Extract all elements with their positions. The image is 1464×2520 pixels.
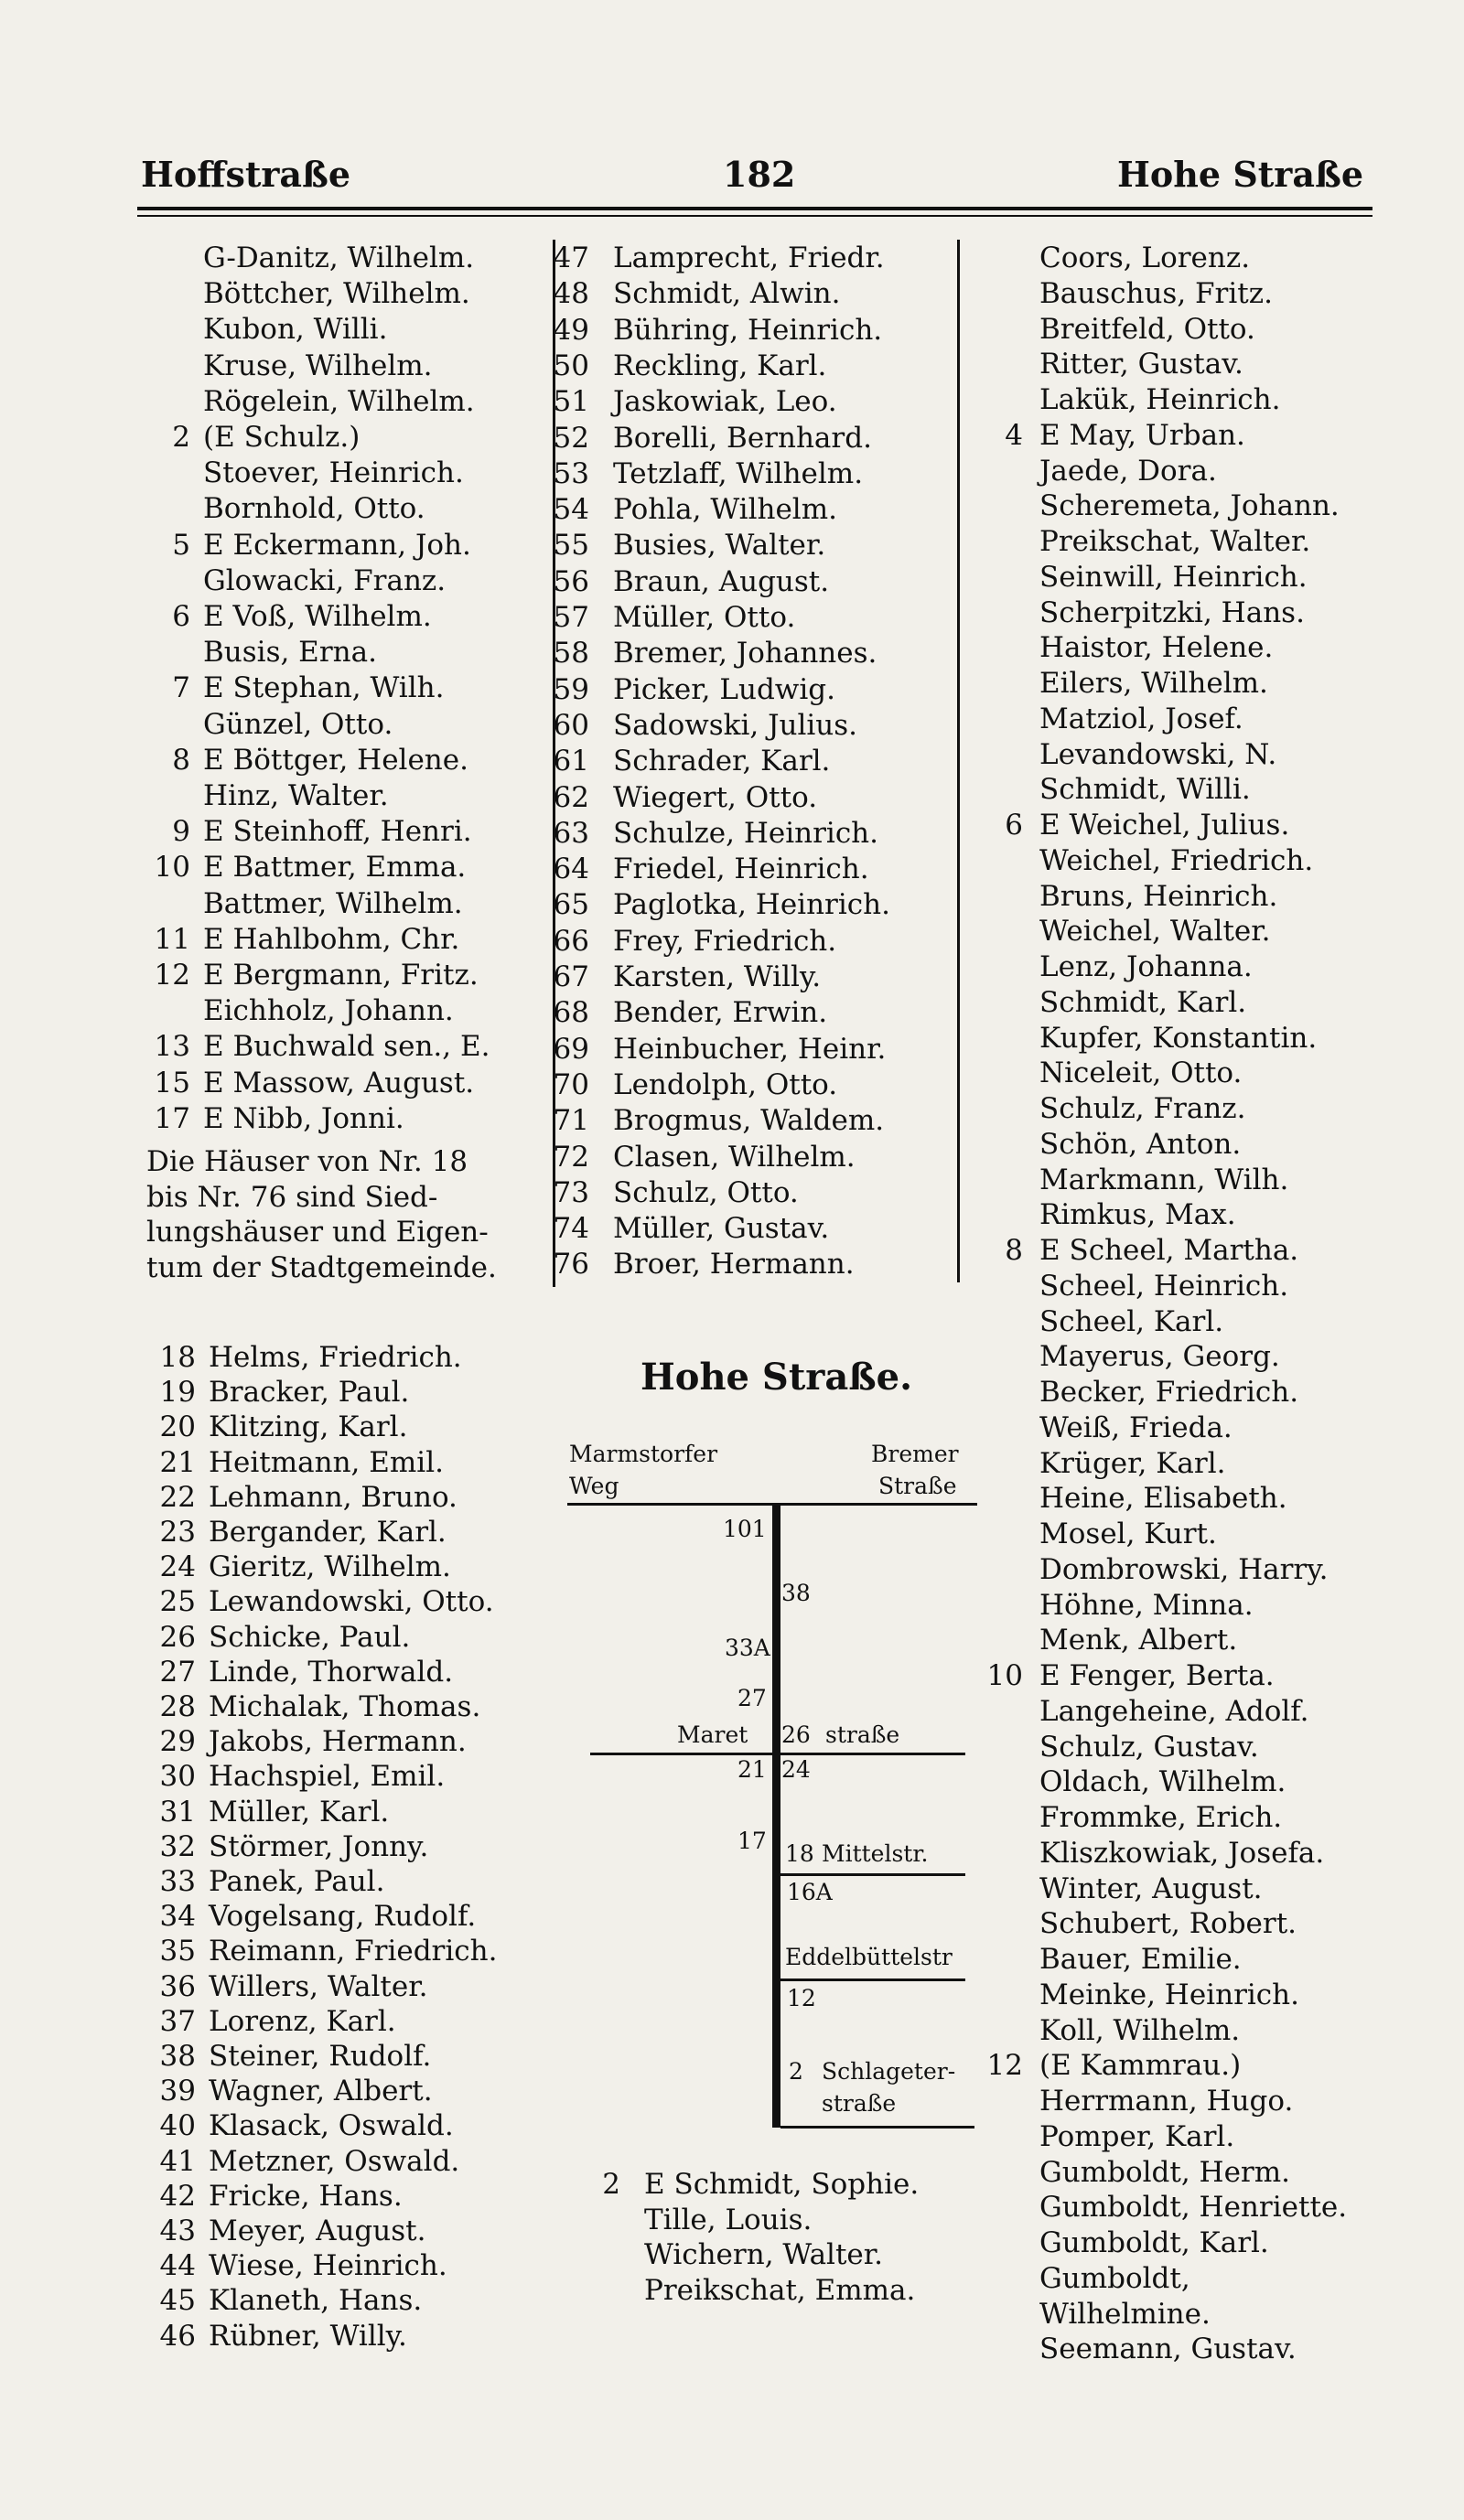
resident-name: Bergander, Karl. xyxy=(209,1516,447,1549)
diagram-n24: 24 xyxy=(781,1756,811,1783)
resident-name: Willers, Walter. xyxy=(209,1969,428,2003)
resident-name: Winter, August. xyxy=(1039,1871,1263,1905)
resident-name: Mayerus, Georg. xyxy=(1039,1340,1280,1374)
resident-name: E Massow, August. xyxy=(203,1066,475,1099)
house-number: 39 xyxy=(159,2075,196,2108)
note-line: bis Nr. 76 sind Sied- xyxy=(146,1180,438,1214)
house-number: 33 xyxy=(159,1865,196,1898)
resident-name: E Böttger, Helene. xyxy=(203,743,468,777)
diagram-n16a: 16A xyxy=(787,1879,833,1905)
resident-name: Helms, Friedrich. xyxy=(209,1341,462,1374)
resident-name: Schubert, Robert. xyxy=(1039,1907,1297,1941)
diagram-eddelbuettelstr-road xyxy=(780,1978,965,1981)
resident-name: Bauschus, Fritz. xyxy=(1039,276,1273,310)
house-number: 60 xyxy=(553,708,589,742)
resident-name: Klitzing, Karl. xyxy=(209,1410,408,1444)
house-number: 68 xyxy=(553,996,589,1030)
resident-name: Schön, Anton. xyxy=(1039,1127,1242,1161)
resident-name: Glowacki, Franz. xyxy=(203,563,447,597)
resident-name: Preikschat, Walter. xyxy=(1039,525,1311,558)
house-number: 56 xyxy=(553,564,589,598)
resident-name: Schmidt, Willi. xyxy=(1039,773,1251,807)
resident-name: E Nibb, Jonni. xyxy=(203,1101,404,1135)
resident-name: Becker, Friedrich. xyxy=(1039,1376,1299,1409)
house-number: 27 xyxy=(159,1655,196,1689)
resident-name: Eilers, Wilhelm. xyxy=(1039,667,1268,700)
resident-name: Kliszkowiak, Josefa. xyxy=(1039,1836,1325,1870)
diagram-label-marmstorfer: Marmstorfer xyxy=(569,1441,718,1467)
house-number: 30 xyxy=(159,1760,196,1794)
diagram-main-street xyxy=(772,1506,780,2128)
house-number: 46 xyxy=(159,2319,196,2353)
resident-name: Wiegert, Otto. xyxy=(613,780,818,814)
resident-name: Rimkus, Max. xyxy=(1039,1198,1236,1232)
resident-name: E Bergmann, Fritz. xyxy=(203,959,479,992)
house-number: 55 xyxy=(553,529,589,563)
resident-name: Haistor, Helene. xyxy=(1039,631,1274,665)
resident-name: Schulz, Gustav. xyxy=(1039,1730,1259,1764)
resident-name: Klasack, Oswald. xyxy=(209,2109,454,2143)
diagram-schlageter-1: Schlageter- xyxy=(822,2058,956,2085)
resident-name: E Weichel, Julius. xyxy=(1039,809,1290,842)
resident-name: Schulz, Otto. xyxy=(613,1175,799,1209)
resident-name: Reimann, Friedrich. xyxy=(209,1935,498,1968)
resident-name: Wiese, Heinrich. xyxy=(209,2249,447,2283)
house-number: 35 xyxy=(159,1935,196,1968)
resident-name: Gieritz, Wilhelm. xyxy=(209,1550,451,1584)
resident-name: Meyer, August. xyxy=(209,2214,426,2247)
resident-name: Schmidt, Alwin. xyxy=(613,277,841,311)
resident-name: Ritter, Gustav. xyxy=(1039,348,1243,381)
resident-name: G-Danitz, Wilhelm. xyxy=(203,241,475,274)
resident-name: Broer, Hermann. xyxy=(613,1248,855,1281)
resident-name: E Steinhoff, Henri. xyxy=(203,815,472,849)
house-number: 31 xyxy=(159,1795,196,1828)
house-number: 22 xyxy=(159,1480,196,1514)
resident-name: Niceleit, Otto. xyxy=(1039,1056,1243,1090)
column-divider-2 xyxy=(957,240,960,1282)
resident-name: Frey, Friedrich. xyxy=(613,924,837,958)
resident-name: Kruse, Wilhelm. xyxy=(203,349,433,382)
house-number: 40 xyxy=(159,2109,196,2143)
house-number: 67 xyxy=(553,960,589,993)
house-number: 76 xyxy=(553,1248,589,1281)
diagram-strasse: straße xyxy=(825,1721,900,1748)
resident-name: Wichern, Walter. xyxy=(644,2238,884,2271)
diagram-n26: 26 xyxy=(781,1721,811,1748)
house-number: 17 xyxy=(154,1101,190,1135)
resident-name: Schulze, Heinrich. xyxy=(613,816,879,850)
diagram-n38: 38 xyxy=(781,1580,811,1606)
house-number: 6 xyxy=(172,600,190,633)
resident-name: Weiß, Frieda. xyxy=(1039,1410,1233,1444)
house-number: 19 xyxy=(159,1376,196,1410)
house-number: 54 xyxy=(553,493,589,527)
resident-name: Oldach, Wilhelm. xyxy=(1039,1765,1286,1799)
resident-name: Jaskowiak, Leo. xyxy=(613,385,837,419)
house-number: 50 xyxy=(553,349,589,382)
resident-name: Steiner, Rudolf. xyxy=(209,2040,432,2073)
resident-name: E Buchwald sen., E. xyxy=(203,1030,490,1064)
resident-name: Klaneth, Hans. xyxy=(209,2284,423,2318)
house-number: 48 xyxy=(553,277,589,311)
resident-name: Levandowski, N. xyxy=(1039,737,1277,771)
diagram-label-strasse: Straße xyxy=(878,1473,957,1499)
resident-name: E May, Urban. xyxy=(1039,418,1245,452)
header-left-street: Hoffstraße xyxy=(141,154,351,195)
diagram-n33a: 33A xyxy=(725,1635,770,1661)
resident-name: (E Kammrau.) xyxy=(1039,2049,1242,2083)
resident-name: Bühring, Heinrich. xyxy=(613,313,883,347)
house-number: 66 xyxy=(553,924,589,958)
resident-name: Lehmann, Bruno. xyxy=(209,1480,458,1514)
resident-name: Lakük, Heinrich. xyxy=(1039,383,1281,416)
page-number: 182 xyxy=(723,154,796,195)
house-number: 41 xyxy=(159,2144,196,2178)
resident-name: Schicke, Paul. xyxy=(209,1620,411,1654)
resident-name: Lamprecht, Friedr. xyxy=(613,241,885,274)
resident-name: Eichholz, Johann. xyxy=(203,994,454,1028)
resident-name: Gumboldt, Karl. xyxy=(1039,2226,1269,2259)
house-number: 37 xyxy=(159,2004,196,2038)
resident-name: Lenz, Johanna. xyxy=(1039,950,1253,983)
diagram-maret: Maret xyxy=(677,1721,748,1748)
resident-name: E Eckermann, Joh. xyxy=(203,528,471,562)
resident-name: Krüger, Karl. xyxy=(1039,1446,1226,1480)
resident-name: E Stephan, Wilh. xyxy=(203,671,445,705)
house-number: 62 xyxy=(553,780,589,814)
resident-name: Panek, Paul. xyxy=(209,1865,385,1898)
house-number: 65 xyxy=(553,888,589,922)
house-number: 24 xyxy=(159,1550,196,1584)
resident-name: Schmidt, Karl. xyxy=(1039,985,1247,1019)
house-number: 45 xyxy=(159,2284,196,2318)
house-number: 51 xyxy=(553,385,589,419)
house-number: 29 xyxy=(159,1725,196,1759)
house-number: 64 xyxy=(553,853,589,886)
resident-name: Lorenz, Karl. xyxy=(209,2004,396,2038)
resident-name: Dombrowski, Harry. xyxy=(1039,1552,1329,1586)
resident-name: Hachspiel, Emil. xyxy=(209,1760,446,1794)
resident-name: Stoever, Heinrich. xyxy=(203,456,464,490)
resident-name: Gumboldt, Henriette. xyxy=(1039,2191,1348,2225)
house-number: 11 xyxy=(154,922,190,956)
resident-name: Reckling, Karl. xyxy=(613,349,827,382)
resident-name: Müller, Otto. xyxy=(613,601,796,634)
house-number: 5 xyxy=(172,528,190,562)
resident-name: Jaede, Dora. xyxy=(1039,454,1217,488)
resident-name: Heinbucher, Heinr. xyxy=(613,1032,887,1066)
resident-name: Wagner, Albert. xyxy=(209,2075,433,2108)
house-number: 2 xyxy=(172,421,190,454)
house-number: 36 xyxy=(159,1969,196,2003)
house-number: 63 xyxy=(553,816,589,850)
resident-name: Scheremeta, Johann. xyxy=(1039,489,1340,523)
resident-name: Böttcher, Wilhelm. xyxy=(203,277,470,311)
resident-name: Hinz, Walter. xyxy=(203,779,389,812)
house-number: 20 xyxy=(159,1410,196,1444)
resident-name: Paglotka, Heinrich. xyxy=(613,888,890,922)
house-number: 9 xyxy=(172,815,190,849)
resident-name: Heine, Elisabeth. xyxy=(1039,1482,1287,1516)
resident-name: Schulz, Franz. xyxy=(1039,1092,1246,1125)
house-number: 42 xyxy=(159,2179,196,2213)
resident-name: Preikschat, Emma. xyxy=(644,2273,916,2307)
house-number: 6 xyxy=(1005,809,1023,842)
resident-name: Müller, Karl. xyxy=(209,1795,390,1828)
resident-name: Battmer, Wilhelm. xyxy=(203,886,463,920)
house-number: 44 xyxy=(159,2249,196,2283)
resident-name: Kubon, Willi. xyxy=(203,313,388,347)
resident-name: Jakobs, Hermann. xyxy=(209,1725,467,1759)
resident-name: Vogelsang, Rudolf. xyxy=(209,1900,477,1934)
diagram-maretstrasse-road xyxy=(590,1753,965,1755)
resident-name: Störmer, Jonny. xyxy=(209,1829,429,1863)
diagram-schlageterstrasse-road xyxy=(780,2126,974,2129)
resident-name: Lewandowski, Otto. xyxy=(209,1585,494,1619)
resident-name: Tille, Louis. xyxy=(644,2203,813,2236)
house-number: 10 xyxy=(154,851,190,885)
resident-name: Pohla, Wilhelm. xyxy=(613,493,837,527)
resident-name: Schrader, Karl. xyxy=(613,745,831,778)
resident-name: Bauer, Emilie. xyxy=(1039,1943,1242,1976)
diagram-n21: 21 xyxy=(737,1756,767,1783)
diagram-label-bremer: Bremer xyxy=(871,1441,959,1467)
resident-name: Mosel, Kurt. xyxy=(1039,1517,1217,1550)
resident-name: Braun, August. xyxy=(613,564,830,598)
house-number: 21 xyxy=(159,1445,196,1479)
resident-name: Bender, Erwin. xyxy=(613,996,828,1030)
house-number: 52 xyxy=(553,421,589,455)
resident-name: Rögelein, Wilhelm. xyxy=(203,384,475,418)
house-number: 43 xyxy=(159,2214,196,2247)
resident-name: Matziol, Josef. xyxy=(1039,702,1243,735)
house-number: 69 xyxy=(553,1032,589,1066)
note-line: Die Häuser von Nr. 18 xyxy=(146,1145,468,1178)
note-line: tum der Stadtgemeinde. xyxy=(146,1250,497,1284)
diagram-eddelbuettelstr: Eddelbüttelstr xyxy=(785,1944,953,1970)
diagram-schlageter-2: straße xyxy=(822,2090,897,2117)
resident-name: Rübner, Willy. xyxy=(209,2319,407,2353)
resident-name: Weichel, Walter. xyxy=(1039,915,1271,949)
house-number: 72 xyxy=(553,1140,589,1174)
resident-name: Brogmus, Waldem. xyxy=(613,1104,885,1138)
house-number: 8 xyxy=(172,743,190,777)
house-number: 10 xyxy=(986,1659,1023,1692)
resident-name: E Scheel, Martha. xyxy=(1039,1234,1299,1267)
resident-name: Frommke, Erich. xyxy=(1039,1801,1283,1834)
house-number: 70 xyxy=(553,1067,589,1101)
resident-name: Bremer, Johannes. xyxy=(613,637,877,670)
house-number: 4 xyxy=(1005,418,1023,452)
resident-name: E Fenger, Berta. xyxy=(1039,1659,1275,1692)
page-header xyxy=(137,154,1372,201)
resident-name: Coors, Lorenz. xyxy=(1039,241,1251,274)
house-number: 59 xyxy=(553,672,589,706)
resident-name: E Battmer, Emma. xyxy=(203,851,467,885)
house-number: 26 xyxy=(159,1620,196,1654)
house-number: 23 xyxy=(159,1516,196,1549)
house-number: 47 xyxy=(553,241,589,274)
house-number: 53 xyxy=(553,456,589,490)
resident-name: Langeheine, Adolf. xyxy=(1039,1694,1309,1728)
resident-name: Lendolph, Otto. xyxy=(613,1067,838,1101)
resident-name: Sadowski, Julius. xyxy=(613,708,858,742)
resident-name: Günzel, Otto. xyxy=(203,707,393,741)
resident-name: E Schmidt, Sophie. xyxy=(644,2168,920,2201)
resident-name: Wilhelmine. xyxy=(1039,2297,1211,2331)
house-number: 25 xyxy=(159,1585,196,1619)
header-rule-thick xyxy=(137,207,1372,210)
house-number: 7 xyxy=(172,671,190,705)
diagram-n17: 17 xyxy=(737,1828,767,1854)
diagram-n101: 101 xyxy=(723,1516,767,1542)
resident-name: Meinke, Heinrich. xyxy=(1039,1978,1299,2011)
house-number: 18 xyxy=(159,1341,196,1374)
note-line: lungshäuser und Eigen- xyxy=(146,1216,489,1249)
diagram-n2: 2 xyxy=(789,2058,803,2085)
header-right-street: Hohe Straße xyxy=(1117,154,1363,195)
diagram-n27: 27 xyxy=(737,1685,767,1711)
diagram-mittelstr-road xyxy=(780,1873,965,1876)
house-number: 61 xyxy=(553,745,589,778)
resident-name: Weichel, Friedrich. xyxy=(1039,843,1314,877)
diagram-n18: 18 xyxy=(785,1840,814,1867)
resident-name: Pomper, Karl. xyxy=(1039,2119,1235,2153)
resident-name: Borelli, Bernhard. xyxy=(613,421,872,455)
resident-name: Picker, Ludwig. xyxy=(613,672,835,706)
house-number: 28 xyxy=(159,1690,196,1723)
resident-name: Karsten, Willy. xyxy=(613,960,822,993)
house-number: 12 xyxy=(986,2049,1023,2083)
house-number: 32 xyxy=(159,1829,196,1863)
resident-name: Scherpitzki, Hans. xyxy=(1039,595,1305,629)
resident-name: Müller, Gustav. xyxy=(613,1212,830,1246)
resident-name: Gumboldt, Herm. xyxy=(1039,2155,1291,2189)
resident-name: Markmann, Wilh. xyxy=(1039,1163,1289,1196)
header-rule-thin xyxy=(137,215,1372,217)
resident-name: Michalak, Thomas. xyxy=(209,1690,481,1723)
resident-name: Breitfeld, Otto. xyxy=(1039,312,1255,346)
house-number: 58 xyxy=(553,637,589,670)
resident-name: Fricke, Hans. xyxy=(209,2179,403,2213)
house-number: 15 xyxy=(154,1066,190,1099)
resident-name: E Voß, Wilhelm. xyxy=(203,600,432,633)
resident-name: Busies, Walter. xyxy=(613,529,826,563)
diagram-mittelstr: Mittelstr. xyxy=(822,1840,929,1867)
resident-name: Seinwill, Heinrich. xyxy=(1039,560,1308,594)
resident-name: Scheel, Heinrich. xyxy=(1039,1269,1289,1303)
house-number: 38 xyxy=(159,2040,196,2073)
resident-name: Gumboldt, xyxy=(1039,2261,1190,2295)
resident-name: Koll, Wilhelm. xyxy=(1039,2013,1241,2047)
resident-name: Höhne, Minna. xyxy=(1039,1588,1254,1622)
house-number: 74 xyxy=(553,1212,589,1246)
house-number: 13 xyxy=(154,1030,190,1064)
house-number: 2 xyxy=(602,2168,620,2201)
diagram-label-weg: Weg xyxy=(569,1473,619,1499)
section-title: Hohe Straße. xyxy=(640,1356,913,1399)
house-number: 57 xyxy=(553,601,589,634)
resident-name: Bracker, Paul. xyxy=(209,1376,410,1410)
diagram-n12: 12 xyxy=(787,1985,816,2011)
house-number: 71 xyxy=(553,1104,589,1138)
resident-name: Heitmann, Emil. xyxy=(209,1445,444,1479)
house-number: 49 xyxy=(553,313,589,347)
resident-name: Bornhold, Otto. xyxy=(203,492,425,526)
resident-name: Bruns, Heinrich. xyxy=(1039,879,1278,913)
resident-name: Metzner, Oswald. xyxy=(209,2144,460,2178)
resident-name: Linde, Thorwald. xyxy=(209,1655,454,1689)
house-number: 73 xyxy=(553,1175,589,1209)
resident-name: Tetzlaff, Wilhelm. xyxy=(613,456,864,490)
resident-name: Friedel, Heinrich. xyxy=(613,853,869,886)
resident-name: Kupfer, Konstantin. xyxy=(1039,1021,1318,1055)
resident-name: Seemann, Gustav. xyxy=(1039,2332,1297,2366)
house-number: 34 xyxy=(159,1900,196,1934)
resident-name: Clasen, Wilhelm. xyxy=(613,1140,856,1174)
resident-name: Scheel, Karl. xyxy=(1039,1304,1224,1338)
resident-name: (E Schulz.) xyxy=(203,421,361,454)
resident-name: Herrmann, Hugo. xyxy=(1039,2085,1294,2118)
house-number: 8 xyxy=(1005,1234,1023,1267)
resident-name: E Hahlbohm, Chr. xyxy=(203,922,460,956)
resident-name: Menk, Albert. xyxy=(1039,1624,1238,1657)
resident-name: Busis, Erna. xyxy=(203,636,377,670)
house-number: 12 xyxy=(154,959,190,992)
